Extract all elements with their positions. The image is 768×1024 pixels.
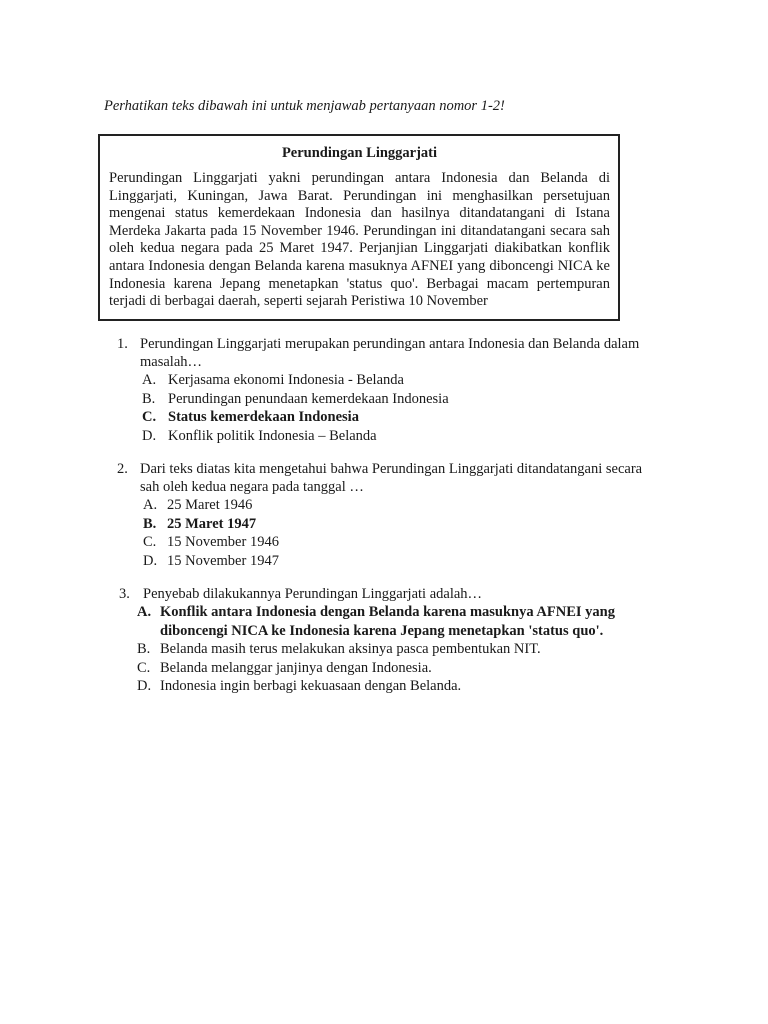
option-text: Perundingan penundaan kemerdekaan Indonesia xyxy=(168,390,449,407)
option-letter: D. xyxy=(142,427,157,444)
question-1 xyxy=(117,335,657,445)
question-number: 1. xyxy=(117,336,128,352)
question-2 xyxy=(117,460,657,570)
option-letter: A. xyxy=(142,372,157,388)
option-letter: A. xyxy=(137,604,152,620)
option-text: Belanda melanggar janjinya dengan Indonesia. xyxy=(160,659,432,676)
instruction-text: Perhatikan teks dibawah ini untuk menjawab pertanyaan nomor 1-2! xyxy=(104,98,505,114)
option-text: Konflik antara Indonesia dengan Belanda karena masuknya AFNEI yang diboncengi NICA ke Indonesia karena Jepang menetapkan 'status quo'. xyxy=(160,604,615,639)
option-letter: B. xyxy=(137,641,151,657)
option-text: 15 November 1946 xyxy=(167,534,279,550)
option-b[interactable] xyxy=(142,390,657,409)
option-a[interactable] xyxy=(143,496,657,515)
option-a-correct[interactable] xyxy=(137,603,659,640)
option-b[interactable] xyxy=(137,640,659,659)
option-d[interactable] xyxy=(142,427,657,446)
option-c-correct[interactable] xyxy=(142,408,657,427)
option-letter: A. xyxy=(143,497,158,513)
passage-title: Perundingan Linggarjati xyxy=(281,145,438,161)
option-text: Konflik politik Indonesia – Belanda xyxy=(168,427,377,444)
option-text: 25 Maret 1946 xyxy=(167,497,253,513)
option-c[interactable] xyxy=(137,659,659,678)
option-text: Status kemerdekaan Indonesia xyxy=(168,409,359,425)
option-text: Kerjasama ekonomi Indonesia - Belanda xyxy=(168,372,404,388)
option-text: Indonesia ingin berbagi kekuasaan dengan Belanda. xyxy=(160,678,462,694)
option-letter: B. xyxy=(143,515,157,532)
question-number: 2. xyxy=(117,461,128,477)
option-a[interactable] xyxy=(142,371,657,390)
question-text: Perundingan Linggarjati merupakan perundingan antara Indonesia dan Belanda dalam masalah… xyxy=(140,336,640,370)
answer-options xyxy=(137,603,659,696)
option-text: 15 November 1947 xyxy=(167,552,279,569)
question-text: Dari teks diatas kita mengetahui bahwa Perundingan Linggarjati ditandatangani secara sah oleh kedua negara pada tanggal … xyxy=(140,461,643,495)
answer-options xyxy=(142,371,657,445)
option-letter: B. xyxy=(142,390,156,407)
option-letter: C. xyxy=(142,409,157,425)
question-text: Penyebab dilakukannya Perundingan Linggarjati adalah… xyxy=(143,586,483,602)
option-text: 25 Maret 1947 xyxy=(167,515,257,532)
option-letter: C. xyxy=(137,659,151,676)
passage-text: Perundingan Linggarjati yakni perundingan antara Indonesia dan Belanda di Linggarjati, Kuningan, Jawa Barat. Perundingan ini menghasilkan persetujuan mengenai status kemerdekaan Indonesia dan hasilnya ditandatangani di Istana Merdeka Jakarta pada 15 November 1946. Perundingan ini ditandatangani secara sah oleh kedua negara pada 25 Maret 1947. Perjanjian Linggarjati diakibatkan konflik antara Indonesia dengan Belanda karena masuknya AFNEI yang diboncengi NICA ke Indonesia karena Jepang menetapkan 'status quo'. Berbagai macam pertempuran terjadi di berbagai daerah, seperti sejarah Peristiwa 10 November xyxy=(109,170,610,310)
option-d[interactable] xyxy=(143,552,657,571)
question-3 xyxy=(119,585,659,696)
option-d[interactable] xyxy=(137,677,659,696)
option-letter: C. xyxy=(143,534,157,550)
option-b-correct[interactable] xyxy=(143,515,657,534)
reading-passage-box xyxy=(98,134,620,321)
option-text: Belanda masih terus melakukan aksinya pasca pembentukan NIT. xyxy=(160,641,541,657)
answer-options xyxy=(143,496,657,570)
question-number: 3. xyxy=(119,586,130,602)
option-letter: D. xyxy=(143,552,158,569)
option-c[interactable] xyxy=(143,533,657,552)
option-letter: D. xyxy=(137,678,152,694)
